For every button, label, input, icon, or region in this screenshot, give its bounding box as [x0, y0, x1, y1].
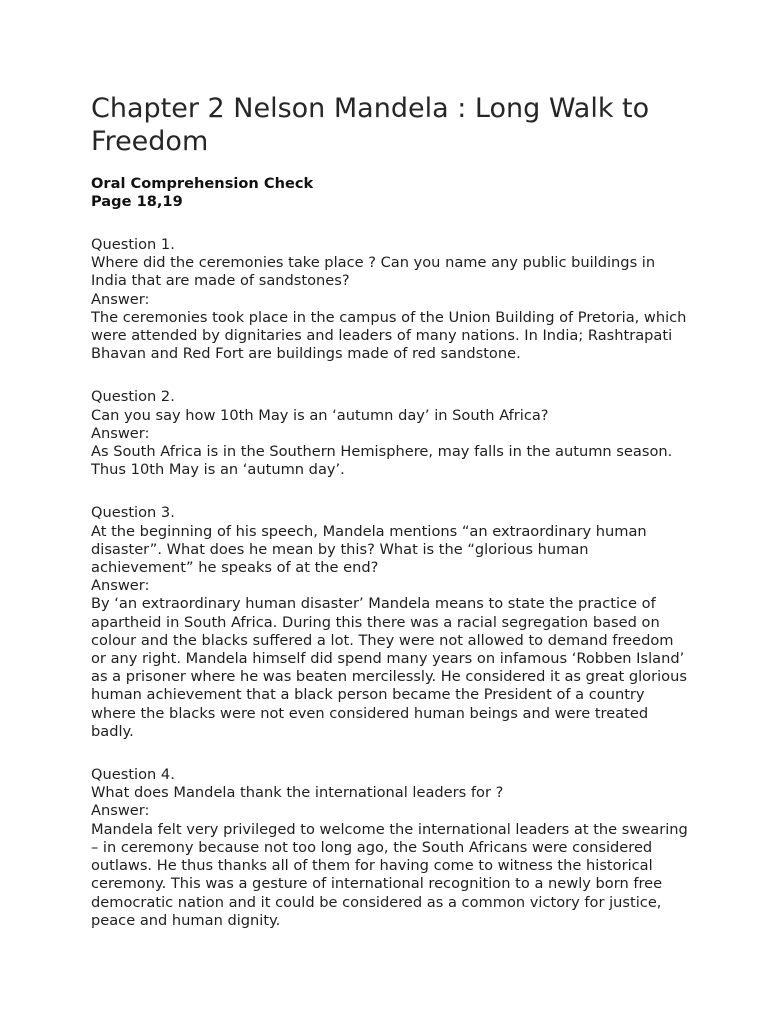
question-block — [91, 236, 691, 363]
question-text: Where did the ceremonies take place ? Can you name any public buildings in India that are made of sandstones? — [91, 254, 656, 290]
question-text: At the beginning of his speech, Mandela mentions “an extraordinary human disaster”. What does he mean by this? What is the “glorious human achievement” he speaks of at the end? — [91, 522, 647, 577]
answer-text: As South Africa is in the Southern Hemisphere, may falls in the autumn season. Thus 10th May is an ‘autumn day’. — [91, 443, 673, 479]
question-text: Can you say how 10th May is an ‘autumn day’ in South Africa? — [91, 406, 549, 424]
page-reference: Page 18,19 — [91, 193, 183, 210]
answer-label: Answer: — [91, 802, 150, 820]
answer-text: By ‘an extraordinary human disaster’ Mandela means to state the practice of apartheid in South Africa. During this there was a racial segregation based on colour and the blacks suffered a lot. They were not allowed to demand freedom or any right. Mandela himself did spend many years on infamous ‘Robben Island’ as a prisoner where he was beaten mercilessly. He considered it as great glorious human achievement that a black person became the President of a country where the blacks were not even considered human beings and were treated badly. — [91, 595, 687, 740]
document-page — [91, 92, 691, 930]
question-block — [91, 766, 691, 930]
answer-text: The ceremonies took place in the campus of the Union Building of Pretoria, which were attended by dignitaries and leaders of many nations. In India; Rashtrapati Bhavan and Red Fort are buildings made of red sandstone. — [91, 308, 687, 363]
question-label: Question 1. — [91, 236, 175, 253]
section-heading: Oral Comprehension Check — [91, 175, 314, 192]
question-label: Question 3. — [91, 504, 175, 522]
question-block — [91, 388, 691, 479]
answer-text: Mandela felt very privileged to welcome the international leaders at the swearing – in ceremony because not too long ago, the South Africans were considered outlaws. He thus thanks all of them for having come to witness the historical ceremony. This was a gesture of international recognition to a newly born free democratic nation and it could be considered as a common victory for justice, peace and human dignity. — [91, 820, 688, 929]
document-title: Chapter 2 Nelson Mandela : Long Walk to Freedom — [91, 93, 650, 157]
question-block — [91, 504, 691, 741]
answer-label: Answer: — [91, 577, 150, 595]
answer-label: Answer: — [91, 424, 150, 442]
question-list — [91, 236, 691, 930]
answer-label: Answer: — [91, 290, 150, 308]
question-label: Question 2. — [91, 388, 175, 406]
question-label: Question 4. — [91, 766, 175, 784]
question-text: What does Mandela thank the international leaders for ? — [91, 784, 504, 802]
